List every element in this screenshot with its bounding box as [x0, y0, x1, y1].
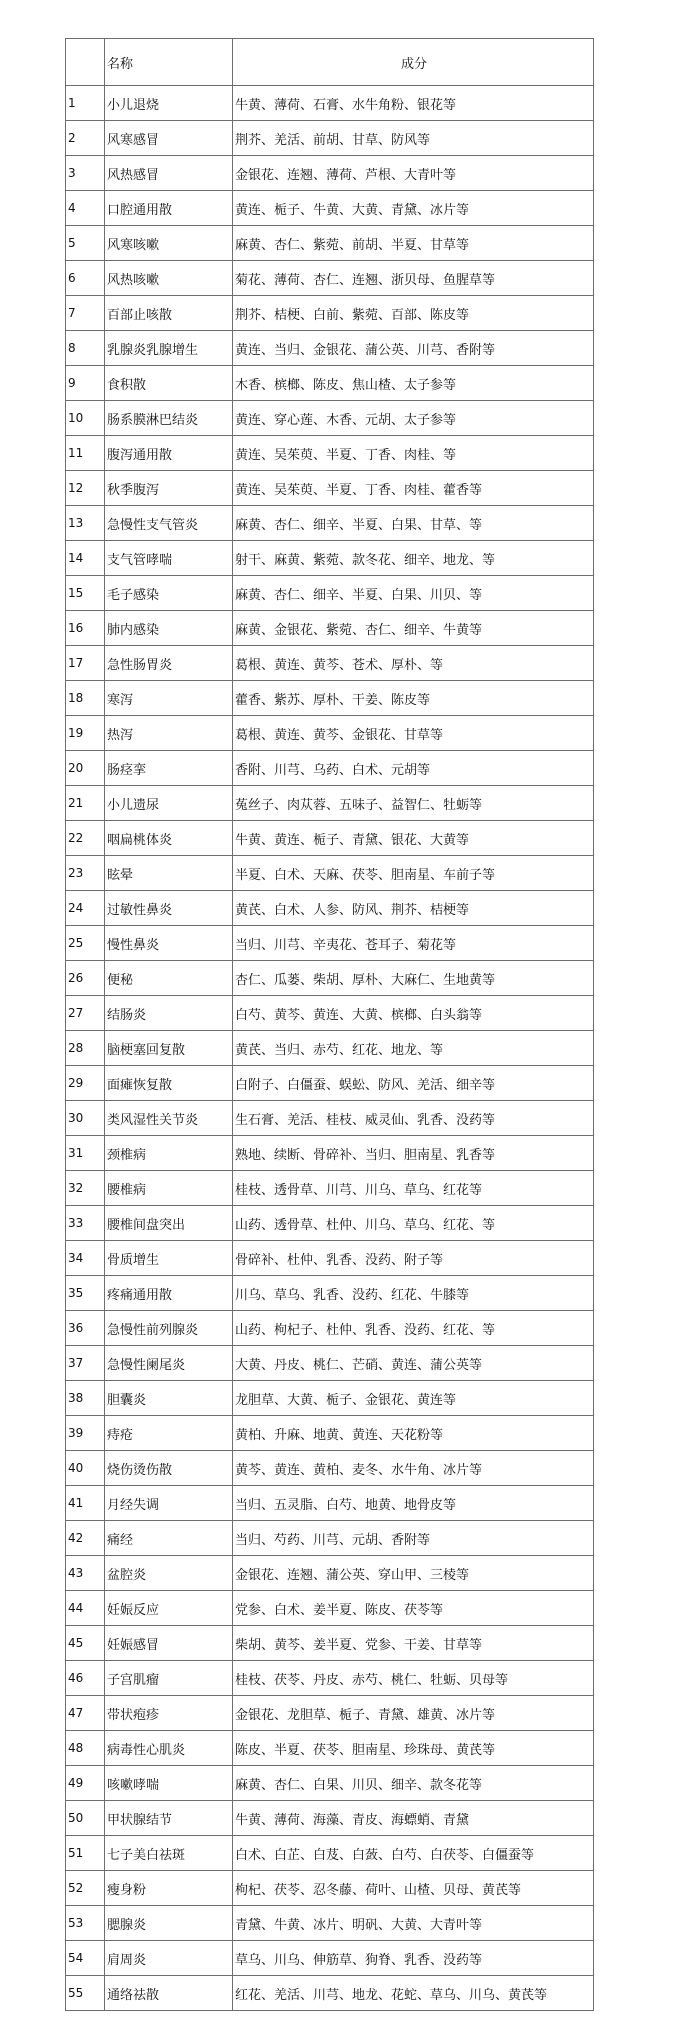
- formula-name-cell: 急慢性支气管炎: [105, 506, 233, 541]
- table-row: [66, 1801, 594, 1836]
- row-number-cell: 34: [66, 1241, 105, 1276]
- table-row: [66, 961, 594, 996]
- row-number-cell: 9: [66, 366, 105, 401]
- row-number-cell: 33: [66, 1206, 105, 1241]
- formula-name-cell: 便秘: [105, 961, 233, 996]
- composition-cell: 桂枝、透骨草、川芎、川乌、草乌、红花等: [233, 1171, 594, 1206]
- composition-cell: 麻黄、金银花、紫菀、杏仁、细辛、牛黄等: [233, 611, 594, 646]
- formula-name-cell: 寒泻: [105, 681, 233, 716]
- table-row: [66, 1101, 594, 1136]
- formula-name-cell: 急慢性前列腺炎: [105, 1311, 233, 1346]
- composition-cell: 金银花、连翘、蒲公英、穿山甲、三棱等: [233, 1556, 594, 1591]
- herbal-formula-table: [65, 38, 594, 2011]
- composition-cell: 荆芥、羌活、前胡、甘草、防风等: [233, 121, 594, 156]
- formula-name-cell: 颈椎病: [105, 1136, 233, 1171]
- formula-name-cell: 小儿退烧: [105, 86, 233, 121]
- table-row: [66, 1451, 594, 1486]
- formula-name-cell: 肠系膜淋巴结炎: [105, 401, 233, 436]
- row-number-cell: 49: [66, 1766, 105, 1801]
- table-row: [66, 1311, 594, 1346]
- row-number-cell: 7: [66, 296, 105, 331]
- composition-cell: 黄芩、黄连、黄柏、麦冬、水牛角、冰片等: [233, 1451, 594, 1486]
- composition-cell: 牛黄、薄荷、石膏、水牛角粉、银花等: [233, 86, 594, 121]
- herbal-formula-table-container: [65, 38, 593, 2011]
- formula-name-cell: 眩晕: [105, 856, 233, 891]
- row-number-cell: 3: [66, 156, 105, 191]
- composition-cell: 山药、枸杞子、杜仲、乳香、没药、红花、等: [233, 1311, 594, 1346]
- row-number-cell: 55: [66, 1976, 105, 2011]
- row-number-cell: 22: [66, 821, 105, 856]
- table-row: [66, 541, 594, 576]
- composition-cell: 枸杞、茯苓、忍冬藤、荷叶、山楂、贝母、黄芪等: [233, 1871, 594, 1906]
- composition-cell: 菊花、薄荷、杏仁、连翘、浙贝母、鱼腥草等: [233, 261, 594, 296]
- table-row: [66, 1416, 594, 1451]
- row-number-cell: 54: [66, 1941, 105, 1976]
- composition-cell: 木香、槟榔、陈皮、焦山楂、太子参等: [233, 366, 594, 401]
- composition-cell: 荆芥、桔梗、白前、紫菀、百部、陈皮等: [233, 296, 594, 331]
- formula-name-cell: 腰椎间盘突出: [105, 1206, 233, 1241]
- row-number-cell: 29: [66, 1066, 105, 1101]
- composition-cell: 麻黄、杏仁、细辛、半夏、白果、甘草、等: [233, 506, 594, 541]
- composition-cell: 黄连、吴茱萸、半夏、丁香、肉桂、藿香等: [233, 471, 594, 506]
- formula-name-cell: 甲状腺结节: [105, 1801, 233, 1836]
- table-row: [66, 471, 594, 506]
- row-number-cell: 1: [66, 86, 105, 121]
- table-row: [66, 331, 594, 366]
- table-row: [66, 681, 594, 716]
- row-number-cell: 5: [66, 226, 105, 261]
- formula-name-cell: 通络祛散: [105, 1976, 233, 2011]
- table-row: [66, 1066, 594, 1101]
- row-number-cell: 21: [66, 786, 105, 821]
- composition-cell: 黄柏、升麻、地黄、黄连、天花粉等: [233, 1416, 594, 1451]
- table-row: [66, 1906, 594, 1941]
- formula-name-cell: 子宫肌瘤: [105, 1661, 233, 1696]
- formula-name-cell: 腮腺炎: [105, 1906, 233, 1941]
- formula-name-cell: 七子美白祛斑: [105, 1836, 233, 1871]
- table-row: [66, 751, 594, 786]
- row-number-cell: 45: [66, 1626, 105, 1661]
- composition-cell: 骨碎补、杜仲、乳香、没药、附子等: [233, 1241, 594, 1276]
- row-number-cell: 35: [66, 1276, 105, 1311]
- table-row: [66, 1941, 594, 1976]
- row-number-cell: 32: [66, 1171, 105, 1206]
- composition-cell: 当归、川芎、辛夷花、苍耳子、菊花等: [233, 926, 594, 961]
- composition-cell: 熟地、续断、骨碎补、当归、胆南星、乳香等: [233, 1136, 594, 1171]
- table-row: [66, 891, 594, 926]
- row-number-cell: 37: [66, 1346, 105, 1381]
- composition-cell: 草乌、川乌、伸筋草、狗脊、乳香、没药等: [233, 1941, 594, 1976]
- table-row: [66, 191, 594, 226]
- table-row: [66, 1976, 594, 2011]
- row-number-cell: 20: [66, 751, 105, 786]
- row-number-cell: 38: [66, 1381, 105, 1416]
- composition-cell: 生石膏、羌活、桂枝、威灵仙、乳香、没药等: [233, 1101, 594, 1136]
- table-row: [66, 646, 594, 681]
- composition-cell: 香附、川芎、乌药、白术、元胡等: [233, 751, 594, 786]
- table-row: [66, 1241, 594, 1276]
- row-number-cell: 12: [66, 471, 105, 506]
- composition-cell: 大黄、丹皮、桃仁、芒硝、黄连、蒲公英等: [233, 1346, 594, 1381]
- row-number-cell: 15: [66, 576, 105, 611]
- formula-name-cell: 风寒感冒: [105, 121, 233, 156]
- composition-cell: 青黛、牛黄、冰片、明矾、大黄、大青叶等: [233, 1906, 594, 1941]
- table-row: [66, 1731, 594, 1766]
- formula-name-cell: 支气管哮喘: [105, 541, 233, 576]
- composition-cell: 杏仁、瓜蒌、柴胡、厚朴、大麻仁、生地黄等: [233, 961, 594, 996]
- table-row: [66, 296, 594, 331]
- row-number-cell: 42: [66, 1521, 105, 1556]
- formula-name-cell: 带状疱疹: [105, 1696, 233, 1731]
- table-row: [66, 821, 594, 856]
- composition-cell: 川乌、草乌、乳香、没药、红花、牛膝等: [233, 1276, 594, 1311]
- row-number-cell: 14: [66, 541, 105, 576]
- table-row: [66, 506, 594, 541]
- table-header-row: [66, 39, 594, 86]
- formula-name-cell: 肺内感染: [105, 611, 233, 646]
- row-number-cell: 25: [66, 926, 105, 961]
- row-number-cell: 48: [66, 1731, 105, 1766]
- table-row: [66, 1591, 594, 1626]
- composition-cell: 麻黄、杏仁、细辛、半夏、白果、川贝、等: [233, 576, 594, 611]
- formula-name-cell: 腹泻通用散: [105, 436, 233, 471]
- composition-cell: 黄连、吴茱萸、半夏、丁香、肉桂、等: [233, 436, 594, 471]
- header-composition-cell: 成分: [233, 39, 594, 86]
- composition-cell: 龙胆草、大黄、栀子、金银花、黄连等: [233, 1381, 594, 1416]
- formula-name-cell: 秋季腹泻: [105, 471, 233, 506]
- table-row: [66, 1381, 594, 1416]
- table-row: [66, 1346, 594, 1381]
- row-number-cell: 23: [66, 856, 105, 891]
- formula-name-cell: 急慢性阑尾炎: [105, 1346, 233, 1381]
- formula-name-cell: 病毒性心肌炎: [105, 1731, 233, 1766]
- table-row: [66, 1696, 594, 1731]
- table-row: [66, 1556, 594, 1591]
- composition-cell: 黄连、栀子、牛黄、大黄、青黛、冰片等: [233, 191, 594, 226]
- formula-name-cell: 妊娠感冒: [105, 1626, 233, 1661]
- formula-name-cell: 烧伤烫伤散: [105, 1451, 233, 1486]
- composition-cell: 金银花、龙胆草、栀子、青黛、雄黄、冰片等: [233, 1696, 594, 1731]
- table-row: [66, 1871, 594, 1906]
- formula-name-cell: 腰椎病: [105, 1171, 233, 1206]
- row-number-cell: 26: [66, 961, 105, 996]
- row-number-cell: 43: [66, 1556, 105, 1591]
- table-row: [66, 1276, 594, 1311]
- composition-cell: 射干、麻黄、紫菀、款冬花、细辛、地龙、等: [233, 541, 594, 576]
- formula-name-cell: 肩周炎: [105, 1941, 233, 1976]
- row-number-cell: 17: [66, 646, 105, 681]
- formula-name-cell: 肠痉挛: [105, 751, 233, 786]
- composition-cell: 白芍、黄芩、黄连、大黄、槟榔、白头翁等: [233, 996, 594, 1031]
- row-number-cell: 40: [66, 1451, 105, 1486]
- composition-cell: 麻黄、杏仁、白果、川贝、细辛、款冬花等: [233, 1766, 594, 1801]
- table-row: [66, 1206, 594, 1241]
- table-row: [66, 1626, 594, 1661]
- formula-name-cell: 盆腔炎: [105, 1556, 233, 1591]
- composition-cell: 黄芪、当归、赤芍、红花、地龙、等: [233, 1031, 594, 1066]
- table-row: [66, 401, 594, 436]
- table-row: [66, 856, 594, 891]
- row-number-cell: 18: [66, 681, 105, 716]
- composition-cell: 当归、芍药、川芎、元胡、香附等: [233, 1521, 594, 1556]
- composition-cell: 当归、五灵脂、白芍、地黄、地骨皮等: [233, 1486, 594, 1521]
- row-number-cell: 8: [66, 331, 105, 366]
- row-number-cell: 2: [66, 121, 105, 156]
- table-row: [66, 1661, 594, 1696]
- row-number-cell: 11: [66, 436, 105, 471]
- row-number-cell: 44: [66, 1591, 105, 1626]
- table-row: [66, 926, 594, 961]
- table-row: [66, 576, 594, 611]
- composition-cell: 白术、白芷、白芨、白蔹、白芍、白茯苓、白僵蚕等: [233, 1836, 594, 1871]
- formula-name-cell: 口腔通用散: [105, 191, 233, 226]
- table-row: [66, 611, 594, 646]
- row-number-cell: 24: [66, 891, 105, 926]
- row-number-cell: 53: [66, 1906, 105, 1941]
- formula-name-cell: 食积散: [105, 366, 233, 401]
- table-row: [66, 156, 594, 191]
- table-row: [66, 86, 594, 121]
- row-number-cell: 6: [66, 261, 105, 296]
- table-row: [66, 1171, 594, 1206]
- formula-name-cell: 月经失调: [105, 1486, 233, 1521]
- composition-cell: 麻黄、杏仁、紫菀、前胡、半夏、甘草等: [233, 226, 594, 261]
- composition-cell: 黄连、穿心莲、木香、元胡、太子参等: [233, 401, 594, 436]
- header-name-cell: 名称: [105, 39, 233, 86]
- row-number-cell: 27: [66, 996, 105, 1031]
- composition-cell: 牛黄、黄连、栀子、青黛、银花、大黄等: [233, 821, 594, 856]
- row-number-cell: 30: [66, 1101, 105, 1136]
- formula-name-cell: 百部止咳散: [105, 296, 233, 331]
- composition-cell: 陈皮、半夏、茯苓、胆南星、珍珠母、黄芪等: [233, 1731, 594, 1766]
- formula-name-cell: 风寒咳嗽: [105, 226, 233, 261]
- row-number-cell: 19: [66, 716, 105, 751]
- row-number-cell: 51: [66, 1836, 105, 1871]
- formula-name-cell: 风热感冒: [105, 156, 233, 191]
- formula-name-cell: 咳嗽哮喘: [105, 1766, 233, 1801]
- row-number-cell: 46: [66, 1661, 105, 1696]
- formula-name-cell: 疼痛通用散: [105, 1276, 233, 1311]
- formula-name-cell: 结肠炎: [105, 996, 233, 1031]
- table-row: [66, 786, 594, 821]
- formula-name-cell: 痔疮: [105, 1416, 233, 1451]
- composition-cell: 白附子、白僵蚕、蜈蚣、防风、羌活、细辛等: [233, 1066, 594, 1101]
- formula-name-cell: 妊娠反应: [105, 1591, 233, 1626]
- formula-name-cell: 风热咳嗽: [105, 261, 233, 296]
- formula-name-cell: 过敏性鼻炎: [105, 891, 233, 926]
- formula-name-cell: 乳腺炎乳腺增生: [105, 331, 233, 366]
- composition-cell: 红花、羌活、川芎、地龙、花蛇、草乌、川乌、黄芪等: [233, 1976, 594, 2011]
- table-row: [66, 996, 594, 1031]
- table-row: [66, 1836, 594, 1871]
- table-row: [66, 226, 594, 261]
- table-row: [66, 716, 594, 751]
- formula-name-cell: 面瘫恢复散: [105, 1066, 233, 1101]
- row-number-cell: 16: [66, 611, 105, 646]
- formula-name-cell: 脑梗塞回复散: [105, 1031, 233, 1066]
- row-number-cell: 52: [66, 1871, 105, 1906]
- table-row: [66, 1136, 594, 1171]
- row-number-cell: 41: [66, 1486, 105, 1521]
- formula-name-cell: 咽扁桃体炎: [105, 821, 233, 856]
- formula-name-cell: 热泻: [105, 716, 233, 751]
- composition-cell: 牛黄、薄荷、海藻、青皮、海螵蛸、青黛: [233, 1801, 594, 1836]
- composition-cell: 桂枝、茯苓、丹皮、赤芍、桃仁、牡蛎、贝母等: [233, 1661, 594, 1696]
- composition-cell: 山药、透骨草、杜仲、川乌、草乌、红花、等: [233, 1206, 594, 1241]
- composition-cell: 半夏、白术、天麻、茯苓、胆南星、车前子等: [233, 856, 594, 891]
- composition-cell: 黄芪、白术、人参、防风、荆芥、桔梗等: [233, 891, 594, 926]
- table-row: [66, 121, 594, 156]
- composition-cell: 柴胡、黄芩、姜半夏、党参、干姜、甘草等: [233, 1626, 594, 1661]
- formula-name-cell: 瘦身粉: [105, 1871, 233, 1906]
- row-number-cell: 47: [66, 1696, 105, 1731]
- row-number-cell: 13: [66, 506, 105, 541]
- table-row: [66, 1031, 594, 1066]
- table-row: [66, 1766, 594, 1801]
- formula-name-cell: 急性肠胃炎: [105, 646, 233, 681]
- table-row: [66, 366, 594, 401]
- row-number-cell: 31: [66, 1136, 105, 1171]
- formula-name-cell: 痛经: [105, 1521, 233, 1556]
- composition-cell: 藿香、紫苏、厚朴、干姜、陈皮等: [233, 681, 594, 716]
- formula-name-cell: 小儿遗尿: [105, 786, 233, 821]
- composition-cell: 葛根、黄连、黄芩、苍术、厚朴、等: [233, 646, 594, 681]
- composition-cell: 黄连、当归、金银花、蒲公英、川芎、香附等: [233, 331, 594, 366]
- formula-name-cell: 类风湿性关节炎: [105, 1101, 233, 1136]
- table-row: [66, 1521, 594, 1556]
- formula-name-cell: 慢性鼻炎: [105, 926, 233, 961]
- table-row: [66, 436, 594, 471]
- formula-name-cell: 胆囊炎: [105, 1381, 233, 1416]
- composition-cell: 葛根、黄连、黄芩、金银花、甘草等: [233, 716, 594, 751]
- formula-name-cell: 骨质增生: [105, 1241, 233, 1276]
- table-row: [66, 261, 594, 296]
- header-number-cell: [66, 39, 105, 86]
- formula-name-cell: 毛子感染: [105, 576, 233, 611]
- row-number-cell: 28: [66, 1031, 105, 1066]
- row-number-cell: 50: [66, 1801, 105, 1836]
- row-number-cell: 4: [66, 191, 105, 226]
- composition-cell: 金银花、连翘、薄荷、芦根、大青叶等: [233, 156, 594, 191]
- composition-cell: 党参、白术、姜半夏、陈皮、茯苓等: [233, 1591, 594, 1626]
- row-number-cell: 39: [66, 1416, 105, 1451]
- composition-cell: 菟丝子、肉苁蓉、五味子、益智仁、牡蛎等: [233, 786, 594, 821]
- row-number-cell: 10: [66, 401, 105, 436]
- row-number-cell: 36: [66, 1311, 105, 1346]
- table-row: [66, 1486, 594, 1521]
